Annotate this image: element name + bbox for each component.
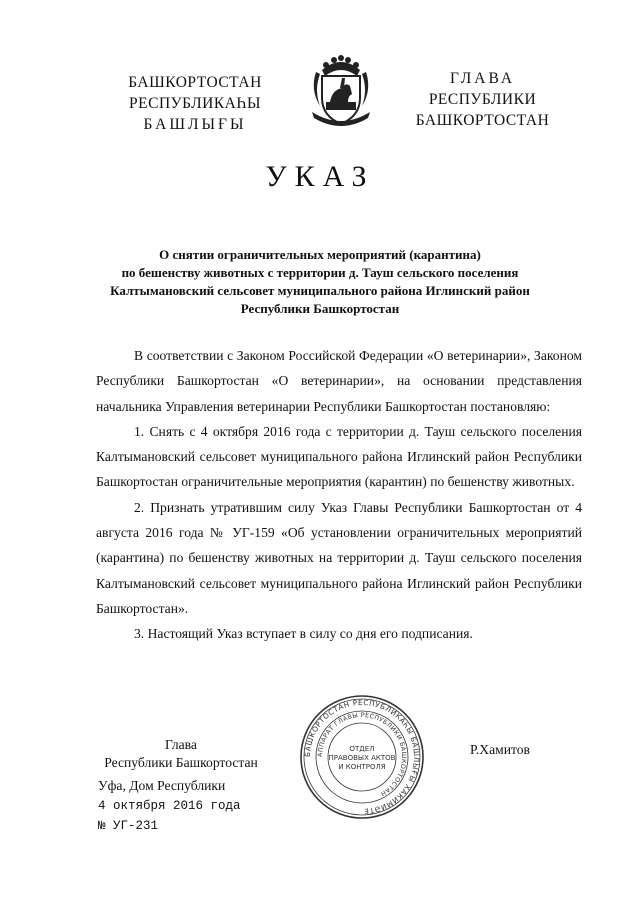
header-left-line-1: БАШКОРТОСТАН — [128, 74, 262, 91]
document-subject — [80, 246, 560, 318]
subject-line-1: О снятии ограничительных мероприятий (карантина) — [159, 247, 481, 262]
bashkortostan-coat-of-arms-icon — [302, 50, 380, 128]
paragraph-preamble: В соответствии с Законом Российской Федерации «О ветеринарии», Законом Республики Башкортостан «О ветеринарии», на основании представления начальника Управления ветеринарии Республики Башкортостан постановляю: — [96, 348, 582, 414]
issue-date: 4 октября 2016 года — [98, 799, 241, 813]
subject-line-4: Республики Башкортостан — [240, 301, 400, 316]
official-stamp — [298, 693, 426, 821]
issue-place: Уфа, Дом Республики — [98, 778, 226, 793]
stamp-center-line-1: ОТДЕЛ — [349, 745, 375, 753]
signatory-title — [96, 736, 266, 772]
header-right-line-2: РЕСПУБЛИКИ — [428, 91, 537, 108]
paragraph-item-1: 1. Снять с 4 октября 2016 года с территории д. Тауш сельского поселения Калтымановский сельсовет муниципального района Иглинский район Республики Башкортостан ограничительные мероприятия (карантин) по бешенству животных. — [96, 423, 582, 490]
document-type-title: УКАЗ — [265, 160, 375, 193]
paragraph-item-3: 3. Настоящий Указ вступает в силу со дня его подписания. — [134, 626, 473, 642]
stamp-inner-text: АППАРАТ ГЛАВЫ РЕСПУБЛИКИ БАШКОРТОСТАН — [316, 711, 408, 798]
signatory-name: Р.Хамитов — [470, 742, 530, 757]
stamp-center-line-2: ПРАВОВЫХ АКТОВ — [328, 754, 396, 762]
header-left-line-2: РЕСПУБЛИКАҺЫ — [129, 95, 261, 112]
issue-number: № УГ-231 — [98, 819, 159, 833]
signatory-title-line-2: Республики Башкортостан — [104, 755, 258, 770]
signatory-title-line-1: Глава — [165, 737, 197, 752]
subject-line-2: по бешенству животных с территории д. Тауш сельского поселения — [121, 265, 519, 280]
header-right — [405, 68, 560, 131]
header-left — [110, 72, 280, 135]
stamp-outer-text: БАШКОРТОСТАН РЕСПУБЛИКАҺЫ БАШЛЫҒЫ ХАКИМИӘТЕ — [302, 697, 422, 817]
subject-line-3: Калтымановский сельсовет муниципального района Иглинский район — [110, 283, 530, 298]
document-body — [96, 343, 582, 647]
header-right-line-3: БАШКОРТОСТАН — [415, 112, 550, 129]
paragraph-item-2: 2. Признать утратившим силу Указ Главы Республики Башкортостан от 4 августа 2016 года № УГ-159 «Об установлении ограничительных мероприятий (карантина) по бешенству животных на территории д. Тауш сельского поселения Калтымановский сельсовет муниципального района Иглинский район Республики Башкортостан». — [96, 499, 582, 616]
header-left-line-3: БАШЛЫҒЫ — [143, 116, 247, 133]
stamp-center-line-3: И КОНТРОЛЯ — [338, 763, 386, 771]
header-right-line-1: ГЛАВА — [449, 70, 516, 87]
issue-details — [98, 776, 241, 836]
